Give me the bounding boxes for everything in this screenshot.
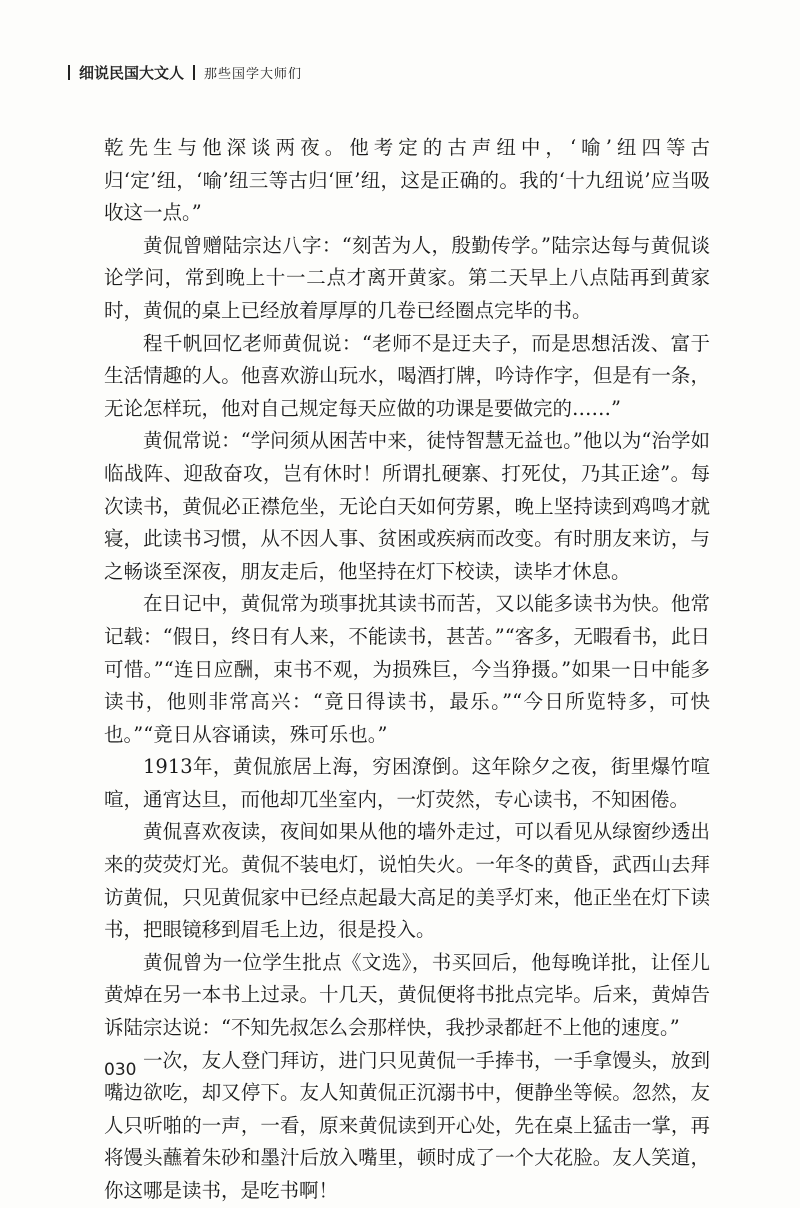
paragraph: 黄侃常说：“学问须从困苦中来，徒恃智慧无益也。”他以为“治学如临战阵、迎敌奋攻，岂有休时！所谓扎硬寨、打死仗，乃其正途”。每次读书，黄侃必正襟危坐，无论白天如何劳累，晚上坚持读到鸡鸣才就寝，此读书习惯，从不因人事、贫困或疾病而改变。有时朋友来访，与之畅谈至深夜，朋友走后，他坚持在灯下校读，读毕才休息。	[104, 429, 710, 583]
paragraph: 黄侃喜欢夜读，夜间如果从他的墙外走过，可以看见从绿窗纱透出来的荧荧灯光。黄侃不装电灯，说怕失火。一年冬的黄昏，武西山去拜访黄侃，只见黄侃家中已经点起最大高足的美孚灯来，他正坐在灯下读书，把眼镜移到眉毛上边，很是投入。	[104, 820, 710, 942]
page-body	[104, 132, 710, 1208]
paragraph: 一次，友人登门拜访，进门只见黄侃一手捧书，一手拿馒头，放到嘴边欲吃，却又停下。友人知黄侃正沉溺书中，便静坐等候。忽然，友人只听啪的一声，一看，原来黄侃读到开心处，先在桌上猛击一掌，再将馒头蘸着朱砂和墨汁后放入嘴里，顿时成了一个大花脸。友人笑道，你这哪是读书，是吃书啊！	[104, 1048, 710, 1202]
paragraph: 程千帆回忆老师黄侃说：“老师不是迂夫子，而是思想活泼、富于生活情趣的人。他喜欢游山玩水，喝酒打牌，吟诗作字，但是有一条，无论怎样玩，他对自己规定每天应做的功课是要做完的……”	[104, 331, 710, 420]
running-header	[68, 62, 302, 83]
header-divider	[68, 65, 70, 80]
header-divider	[193, 65, 195, 80]
paragraph: 黄侃曾为一位学生批点《文选》，书买回后，他每晚详批，让侄儿黄焯在另一本书上过录。十几天，黄侃便将书批点完毕。后来，黄焯告诉陆宗达说：“不知先叔怎么会那样快，我抄录都赶不上他的速度。”	[104, 950, 710, 1040]
paragraph: 黄侃曾赠陆宗达八字：“刻苦为人，殷勤传学。”陆宗达每与黄侃谈论学问，常到晚上十一二点才离开黄家。第二天早上八点陆再到黄家时，黄侃的桌上已经放着厚厚的几卷已经圈点完毕的书。	[104, 233, 710, 322]
page-number: 030	[104, 1060, 137, 1080]
book-title: 细说民国大文人	[79, 64, 185, 82]
paragraph: 在日记中，黄侃常为琐事扰其读书而苦，又以能多读书为快。他常记载：“假日，终日有人来，不能读书，甚苦。”“客多，无暇看书，此日可惜。”“连日应酬，束书不观，为损殊巨，今当狰摄。”如果一日中能多读书，他则非常高兴：“竟日得读书，最乐。”“今日所览特多，可快也。”“竟日从容诵读，殊可乐也。”	[104, 592, 710, 746]
paragraph: 乾先生与他深谈两夜。他考定的古声纽中，‘喻’纽四等古归‘定’纽，‘喻’纽三等古归‘匣’纽，这是正确的。我的‘十九纽说’应当吸收这一点。”	[104, 136, 710, 225]
paragraph: 1913年，黄侃旅居上海，穷困潦倒。这年除夕之夜，街里爆竹喧喧，通宵达旦，而他却兀坐室内，一灯荧然，专心读书，不知困倦。	[104, 755, 710, 811]
section-title: 那些国学大师们	[204, 67, 303, 82]
